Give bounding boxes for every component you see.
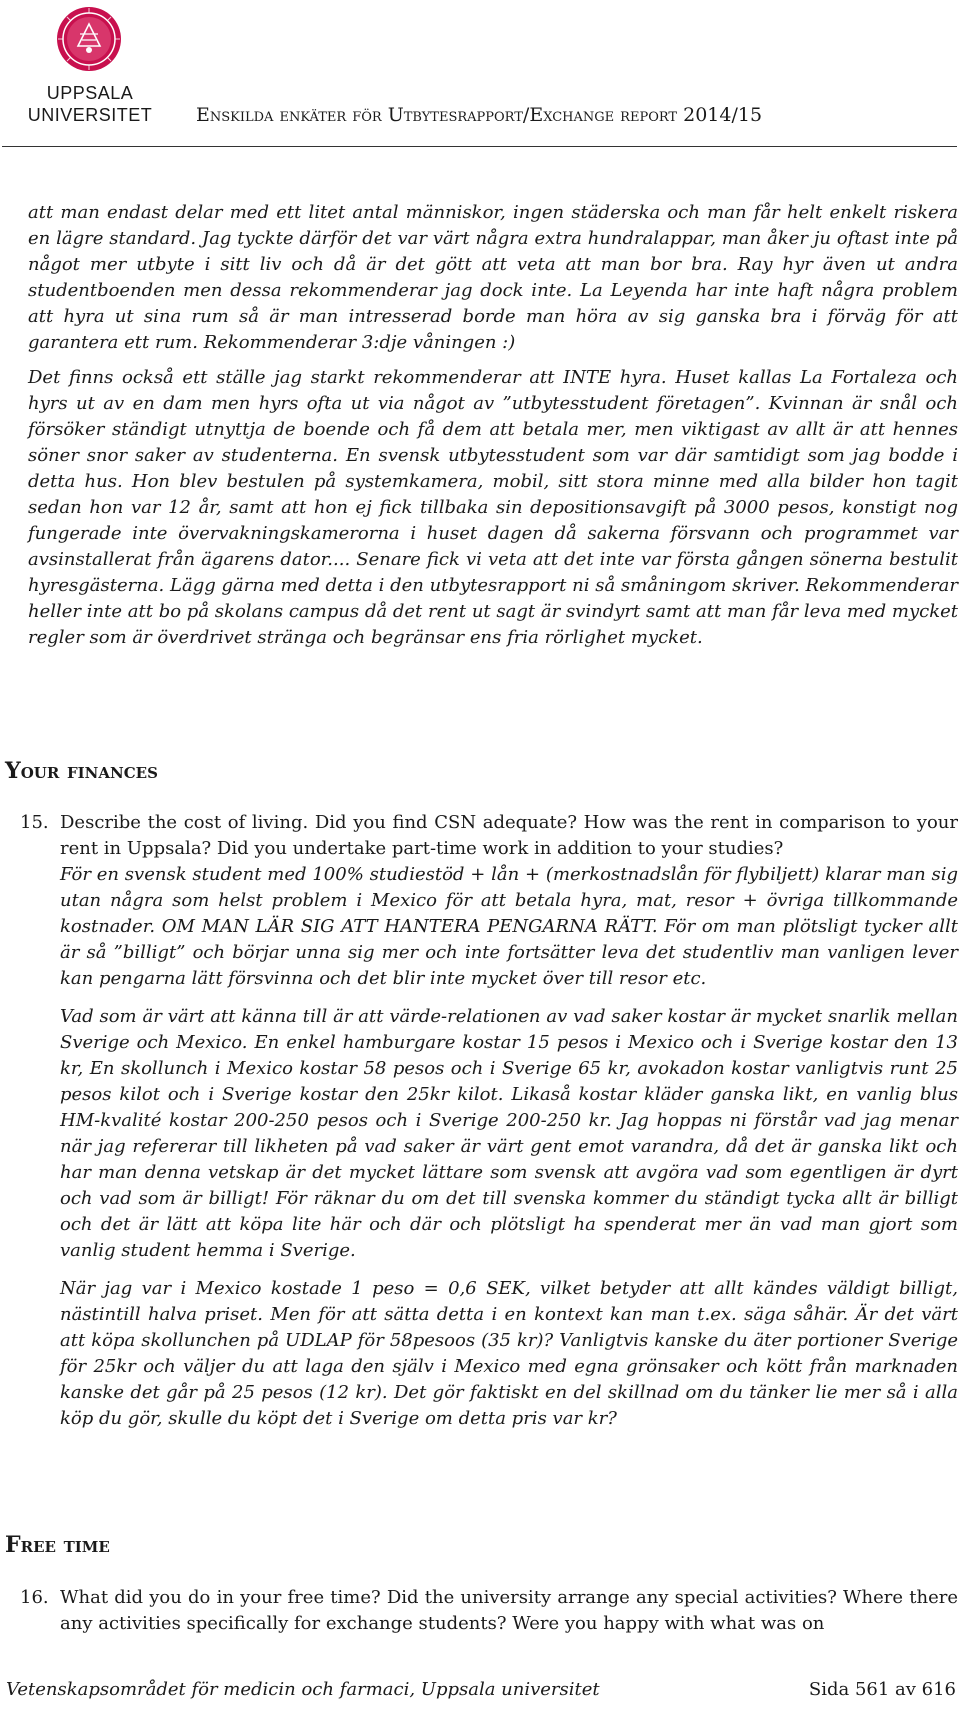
page-header: [0, 0, 960, 140]
intro-paragraph-1: att man endast delar med ett litet antal människor, ingen städerska och man får helt enkelt riskera en lägre standard. Jag tyckte därför det var värt några extra hundralappar, man åker ju oftast inte på något mer utbyte i sitt liv och då är det gött att veta att man bor bra. Ray hyr även ut andra studentboenden men dessa rekommenderar jag dock inte. La Leyenda har inte haft några problem att hyra ut sina rum så är man intresserad borde man höra av sig ganska bra i förväg för att garantera ett rum. Rekommenderar 3:dje våningen :): [28, 202, 958, 353]
page-footer: [6, 1678, 956, 1702]
answer-paragraph-3: När jag var i Mexico kostade 1 peso = 0,6 SEK, vilket betyder att allt kändes väldigt billigt, nästintill halva priset. Men för att sätta detta i en kontext kan man t.ex. säga såhär. Är det värt att köpa skollunchen på UDLAP för 58pesoos (35 kr)? Vanligtvis kanske du äter portioner Sverige för 25kr och väljer du att laga den själv i Mexico med egna grönsaker och kött från marknaden kanske det går på 25 pesos (12 kr). Det gör faktiskt en del skillnad om du tänker lie mer så i alla köp du gör, skulle du köpt det i Sverige om detta pris var kr?: [60, 1278, 958, 1429]
footer-institution: Vetenskapsområdet för medicin och farmaci, Uppsala universitet: [6, 1679, 600, 1700]
answer-paragraph-1: För en svensk student med 100% studiestöd + lån + (merkostnadslån för flybiljett) klarar man sig utan några som helst problem i Mexico för att betala hyra, mat, resor + övriga tillkommande kostnader. OM MAN LÄR SIG ATT HANTERA PENGARNA RÄTT. För om man plötsligt tycker allt är så ”billigt” och börjar unna sig mer och inte fortsätter leva det studentliv man vanligen lever kan pengarna lätt försvinna och det blir inte mycket över till resor etc.: [60, 864, 958, 989]
uppsala-university-seal-icon: [56, 6, 122, 72]
university-name: [2, 82, 178, 126]
answer-paragraph-2: Vad som är värt att känna till är att värde-relationen av vad saker kostar är mycket snarlik mellan Sverige och Mexico. En enkel hamburgare kostar 15 pesos i Mexico och i Sverige kostar den 13 kr, En skollunch i Mexico kostar 58 pesos och i Sverige 65 kr, avokadon kostar vanligtvis runt 25 pesos kilot och i Sverige kostar den 25kr kilot. Likaså kostar kläder ganska likt, en vanlig blus HM-kvalité kostar 200-250 pesos och i Sverige 200-250 kr. Jag hoppas ni förstår vad jag menar när jag refererar till likheten på vad saker är värt gent emot varandra, då det är ganska likt och har man denna vetskap är det mycket lättare som svensk att avgöra vad som egentligen är dyrt och vad som är billigt! För räknar du om det till svenska kommer du ständigt tycka allt är billigt och det är lätt att köpa lite här och där och plötsligt ha spenderat mer än vad man gjort som vanlig student hemma i Sverige.: [60, 1006, 958, 1261]
page-number: Sida 561 av 616: [808, 1679, 956, 1700]
section-heading-finances: Your finances: [5, 758, 158, 784]
university-name-line2: UNIVERSITET: [27, 105, 153, 125]
question-number: 16.: [20, 1587, 49, 1608]
intro-section: [28, 200, 958, 660]
header-rule: [2, 146, 957, 147]
question-number: 15.: [20, 812, 49, 833]
question-text: What did you do in your free time? Did the university arrange any special activities? Where there any activities specifically for exchange students? Were you happy with what was on: [60, 1587, 958, 1634]
question-16: [20, 1585, 958, 1637]
question-15: [20, 810, 958, 1441]
intro-paragraph-2: Det finns också ett ställe jag starkt rekommenderar att INTE hyra. Huset kallas La Fortaleza och hyrs ut av en dam men hyrs ofta ut via något av ”utbytesstudent företagen”. Kvinnan är snål och försöker ständigt utnyttja de boende och få dem att betala mer, men viktigast av allt är att hennes söner snor saker av studenterna. En svensk utbytesstudent som var där samtidigt som jag bodde i detta hus. Hon blev bestulen på systemkamera, mobil, sitt stora minne med alla bilder hon tagit sedan hon var 12 år, samt att hon ej fick tillbaka sin depositionsavgift på 3000 pesos, konstigt nog fungerade inte övervakningskamerorna i huset dagen då sakerna försvann och programmet var avsinstallerat från ägarens dator.... Senare fick vi veta att det inte var första gången sönerna bestulit hyresgästerna. Lägg gärna med detta i den utbytesrapport ni så småningom skriver. Rekommenderar heller inte att bo på skolans campus då det rent ut sagt är svindyrt samt att man får leva med mycket regler som är överdrivet stränga och begränsar ens fria rörlighet mycket.: [28, 367, 958, 648]
section-heading-free-time: Free time: [5, 1532, 110, 1558]
running-title: Enskilda enkäter för Utbytesrapport/Exchange report 2014/15: [196, 104, 763, 126]
question-text: Describe the cost of living. Did you find CSN adequate? How was the rent in comparison to your rent in Uppsala? Did you undertake part-time work in addition to your studies?: [60, 812, 958, 859]
university-name-line1: UPPSALA: [46, 83, 134, 103]
